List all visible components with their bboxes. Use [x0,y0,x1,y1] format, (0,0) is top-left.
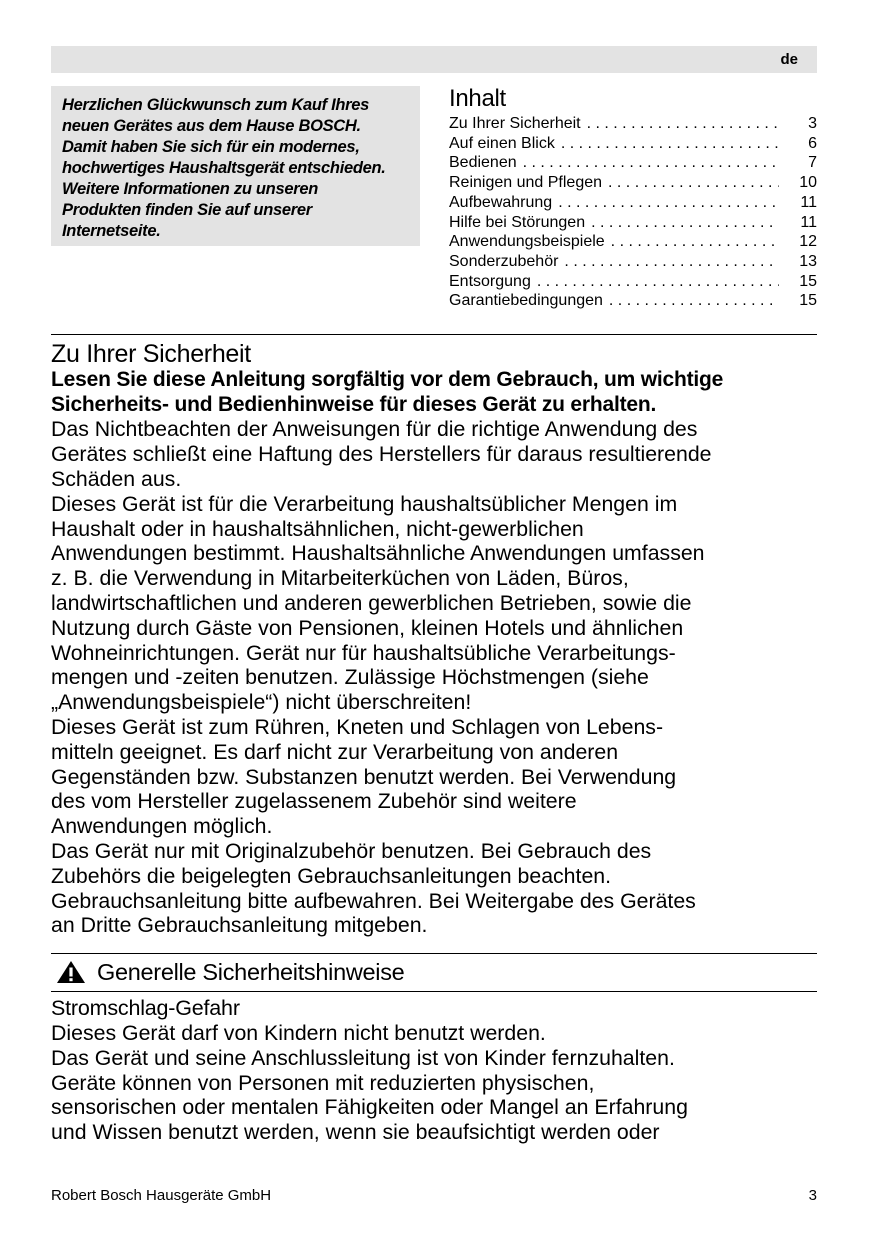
body-line: Dieses Gerät ist zum Rühren, Kneten und Schlagen von Lebens- [51,714,664,739]
toc-entry-label: Garantiebedingungen [449,292,603,310]
toc-leader-dots [558,193,779,213]
toc-entry-aufbewahrung[interactable] [449,193,817,213]
toc-entry-label: Entsorgung [449,272,531,290]
toc-entry-auf-einen-blick[interactable] [449,134,817,154]
toc-entry-sicherheit[interactable] [449,114,817,134]
section-divider [51,991,817,992]
toc-entry-reinigen[interactable] [449,173,817,193]
safety-heading: Zu Ihrer Sicherheit [51,340,251,368]
body-line: Das Gerät und seine Anschlussleitung ist von Kinder fernzuhalten. [51,1045,675,1070]
intro-line: Internetseite. [62,222,161,240]
body-line: mitteln geeignet. Es darf nicht zur Verarbeitung von anderen [51,739,619,764]
body-line: Anwendungen bestimmt. Haushaltsähnliche Anwendungen umfassen [51,541,705,566]
toc-leader-dots [611,232,779,252]
body-line: an Dritte Gebrauchsanleitung mitgeben. [51,913,428,938]
electric-shock-subheading: Stromschlag-Gefahr [51,996,240,1020]
intro-line: neuen Gerätes aus dem Hause BOSCH. [62,117,361,135]
toc-leader-dots [564,252,779,272]
toc-entry-page: 12 [799,233,817,251]
general-safety-heading [51,958,404,986]
body-line: Anwendungen möglich. [51,814,273,839]
toc-entry-label: Zu Ihrer Sicherheit [449,115,581,132]
toc-entry-page: 11 [800,193,817,211]
body-line: Nutzung durch Gäste von Pensionen, kleinen Hotels und ähnlichen [51,615,684,640]
language-tag: de [780,51,798,68]
toc-leader-dots [537,272,779,292]
toc-entry-entsorgung[interactable] [449,272,817,292]
toc-entry-page: 15 [799,292,817,310]
body-line: Zubehörs die beigelegten Gebrauchsanleitungen beachten. [51,863,612,888]
toc-entry-label: Auf einen Blick [449,134,555,152]
general-heading-text: Generelle Sicherheitshinweise [97,959,405,985]
toc-entry-stoerungen[interactable] [449,213,817,233]
toc-entry-page: 13 [799,252,817,270]
toc-list [449,114,817,311]
body-line: Dieses Gerät darf von Kindern nicht benutzt werden. [51,1021,546,1045]
toc-entry-label: Aufbewahrung [449,193,553,211]
body-line: Dieses Gerät ist für die Verarbeitung haushaltsüblicher Mengen im [51,491,678,516]
toc-entry-label: Hilfe bei Störungen [449,213,586,231]
toc-entry-page: 6 [808,134,817,152]
footer-page-number: 3 [808,1187,817,1204]
body-line: Gegenständen bzw. Substanzen benutzt werden. Bei Verwendung [51,764,677,789]
body-line: Haushalt oder in haushaltsähnlichen, nicht-gewerblichen [51,516,584,541]
toc-entry-sonderzubehoer[interactable] [449,252,817,272]
body-line: Das Gerät nur mit Originalzubehör benutzen. Bei Gebrauch des [51,838,652,863]
body-line: Geräte können von Personen mit reduzierten physischen, [51,1070,595,1095]
language-bar [51,46,817,73]
toc-leader-dots [608,173,779,193]
footer-company: Robert Bosch Hausgeräte GmbH [51,1187,272,1204]
body-line: mengen und -zeiten benutzen. Zulässige Höchstmengen (siehe [51,665,649,690]
body-line: Gerätes schließt eine Haftung des Herstellers für daraus resultierende [51,442,712,467]
intro-line: Weitere Informationen zu unseren [62,180,318,198]
toc-entry-page: 3 [808,115,817,132]
toc-entry-garantie[interactable] [449,291,817,311]
intro-line: Produkten finden Sie auf unserer [62,201,312,219]
table-of-contents [449,84,817,311]
warning-triangle-icon [56,960,86,984]
intro-line: hochwertiges Haushaltsgerät entschieden. [62,159,386,177]
body-line: landwirtschaftlichen und anderen gewerblichen Betrieben, sowie die [51,590,692,615]
body-line: Das Nichtbeachten der Anweisungen für die richtige Anwendung des [51,417,698,442]
toc-leader-dots [561,134,779,154]
body-line: z. B. die Verwendung in Mitarbeiterküchen von Läden, Büros, [51,566,629,591]
toc-entry-label: Anwendungsbeispiele [449,233,605,251]
toc-leader-dots [609,291,779,311]
intro-line: Herzlichen Glückwunsch zum Kauf Ihres [62,96,370,114]
body-line: Gebrauchsanleitung bitte aufbewahren. Bei Weitergabe des Gerätes [51,888,696,913]
toc-entry-label: Bedienen [449,154,517,172]
toc-entry-label: Sonderzubehör [449,252,559,270]
safety-lead-line: Sicherheits- und Bedienhinweise für dieses Gerät zu erhalten. [51,392,657,416]
toc-entry-page: 11 [800,213,817,231]
body-line: sensorischen oder mentalen Fähigkeiten oder Mangel an Erfahrung [51,1095,688,1120]
section-divider [51,953,817,954]
intro-line: Damit haben Sie sich für ein modernes, [62,138,360,156]
section-divider [51,334,817,335]
toc-entry-page: 10 [799,174,817,192]
body-line: „Anwendungsbeispiele“) nicht überschreiten! [51,690,472,715]
body-line: des vom Hersteller zugelassenem Zubehör sind weitere [51,789,577,814]
safety-section [51,340,831,938]
toc-entry-page: 7 [808,154,817,172]
body-line: und Wissen benutzt werden, wenn sie beaufsichtigt werden oder [51,1120,660,1145]
toc-leader-dots [591,213,779,233]
body-line: Schäden aus. [51,467,182,491]
intro-box [51,86,420,246]
toc-entry-bedienen[interactable] [449,153,817,173]
general-safety-section [51,996,831,1145]
toc-leader-dots [523,153,779,173]
toc-entry-label: Reinigen und Pflegen [449,174,603,192]
toc-entry-page: 15 [799,272,817,290]
toc-title: Inhalt [449,85,506,112]
body-line: Wohneinrichtungen. Gerät nur für haushaltsübliche Verarbeitungs- [51,640,676,665]
toc-leader-dots [587,114,779,134]
safety-lead-line: Lesen Sie diese Anleitung sorgfältig vor dem Gebrauch, um wichtige [51,368,724,391]
toc-entry-anwendungsbeispiele[interactable] [449,232,817,252]
